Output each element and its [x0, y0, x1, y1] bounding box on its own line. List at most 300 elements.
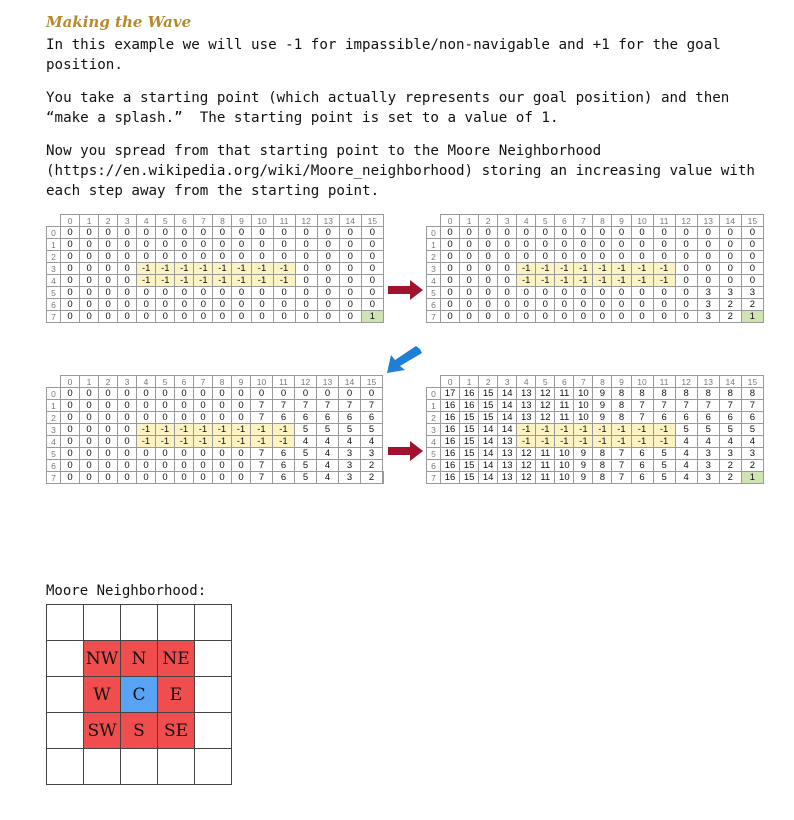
grid-cell: 0: [194, 239, 213, 251]
grid-cell: 14: [479, 424, 498, 436]
grid-row-header: 0: [47, 227, 61, 239]
grid-cell: 0: [536, 311, 555, 323]
grid-cell: 0: [61, 287, 80, 299]
grid-cell: 0: [118, 263, 137, 275]
grid-cell: 3: [741, 448, 763, 460]
grid-cell: 8: [612, 388, 631, 400]
grid-cell: 3: [697, 472, 719, 484]
grid-column-header: 8: [213, 215, 232, 227]
impassable-cell: -1: [175, 263, 194, 275]
grid-cell: 0: [156, 448, 175, 460]
grid-cell: 2: [361, 460, 383, 472]
impassable-cell: -1: [273, 424, 295, 436]
grid-cell: 0: [675, 227, 697, 239]
grid-cell: 0: [99, 251, 118, 263]
grid-cell: 0: [118, 275, 137, 287]
paragraph-spread: Now you spread from that starting point to the Moore Neighborhood (https://en.wikipedia.org/wiki/Moore_neighborhood) storing an increasing value with each step away from the starting point.: [46, 143, 764, 199]
grid-column-header: 14: [719, 376, 741, 388]
grid-cell: 0: [137, 287, 156, 299]
grid-cell: 0: [441, 227, 460, 239]
grid-row: [47, 275, 384, 287]
grid-cell: 0: [194, 299, 213, 311]
grid-cell: 0: [317, 287, 339, 299]
grid-cell: 0: [460, 275, 479, 287]
grid-cell: 0: [232, 448, 251, 460]
grid-cell: 0: [137, 311, 156, 323]
grid-cell: 0: [441, 263, 460, 275]
grid-cell: 16: [441, 400, 460, 412]
grid-cell: 0: [361, 251, 383, 263]
grid-cell: 0: [156, 287, 175, 299]
grid-cell: 0: [479, 299, 498, 311]
grid-cell: 4: [361, 436, 383, 448]
impassable-cell: -1: [517, 263, 536, 275]
grid-column-header: 8: [213, 376, 232, 388]
grid-cell: 0: [441, 299, 460, 311]
grid-cell: 16: [441, 436, 460, 448]
grid-column-header: 1: [460, 215, 479, 227]
grid-column-header: 15: [361, 215, 383, 227]
grid-cell: 6: [273, 448, 295, 460]
grid-cell: 0: [156, 311, 175, 323]
grid-row: [47, 448, 384, 460]
impassable-cell: -1: [156, 263, 175, 275]
moore-empty-cell: [84, 749, 121, 785]
grid-cell: 0: [460, 239, 479, 251]
grid-column-header: 14: [339, 215, 361, 227]
grid-cell: 10: [555, 472, 574, 484]
grid-cell: 0: [213, 239, 232, 251]
grid-row-header: 1: [427, 239, 441, 251]
impassable-cell: -1: [612, 263, 631, 275]
grid-row-header: 0: [427, 227, 441, 239]
grid-row-header: 5: [427, 448, 441, 460]
moore-neighbor-w: W: [84, 677, 121, 713]
grid-row-header: 4: [47, 275, 61, 287]
grid-cell: 12: [517, 460, 536, 472]
grid-row: [47, 424, 384, 436]
grid-cell: 12: [517, 448, 536, 460]
grid-cell: 0: [555, 239, 574, 251]
grid-cell: 0: [175, 448, 194, 460]
grid-cell: 3: [339, 472, 361, 484]
grid-cell: 0: [61, 311, 80, 323]
grid-cell: 0: [137, 299, 156, 311]
grid-cell: 8: [697, 388, 719, 400]
diagonal-arrow-icon: [386, 346, 422, 376]
grid-cell: 0: [80, 311, 99, 323]
grid-cell: 12: [536, 388, 555, 400]
grid-cell: 0: [213, 311, 232, 323]
grid-column-header: 5: [156, 215, 175, 227]
goal-cell: 1: [741, 311, 763, 323]
moore-center-cell: C: [121, 677, 158, 713]
grid-cell: 0: [295, 388, 317, 400]
grid-cell: 7: [273, 400, 295, 412]
impassable-cell: -1: [273, 263, 295, 275]
grid-cell: 0: [232, 311, 251, 323]
grid-cell: 0: [213, 388, 232, 400]
grid-cell: 0: [317, 275, 339, 287]
grid-cell: 3: [339, 448, 361, 460]
grid-cell: 0: [555, 311, 574, 323]
grid-cell: 0: [339, 311, 361, 323]
grid-cell: 0: [156, 460, 175, 472]
grid-row: [427, 400, 764, 412]
grid-cell: 0: [361, 299, 383, 311]
grid-cell: 7: [339, 400, 361, 412]
grid-cell: 0: [741, 227, 763, 239]
grid-cell: 0: [295, 251, 317, 263]
grid-column-header: 1: [80, 376, 99, 388]
grid-cell: 0: [175, 400, 194, 412]
grid-column-header: 15: [361, 376, 383, 388]
grid-cell: 15: [460, 436, 479, 448]
grid-column-header: 14: [719, 215, 741, 227]
grid-cell: 0: [137, 251, 156, 263]
grid-column-header: 12: [675, 215, 697, 227]
grid-cell: 0: [80, 448, 99, 460]
grid-cell: 8: [675, 388, 697, 400]
grid-cell: 5: [653, 460, 675, 472]
grid-cell: 0: [479, 287, 498, 299]
grid-cell: 0: [675, 239, 697, 251]
grid-cell: 0: [175, 251, 194, 263]
grid-cell: 0: [675, 251, 697, 263]
grid-cell: 13: [517, 412, 536, 424]
right-arrow-icon: [388, 440, 424, 462]
grid-cell: 0: [498, 311, 517, 323]
grid-cell: 0: [697, 275, 719, 287]
grid-cell: 0: [213, 400, 232, 412]
grid-column-header: 4: [517, 376, 536, 388]
grid-cell: 0: [675, 311, 697, 323]
grid-cell: 13: [498, 472, 517, 484]
grid-cell: 0: [675, 299, 697, 311]
grid-cell: 4: [675, 436, 697, 448]
moore-neighbor-se: SE: [158, 713, 195, 749]
grid-cell: 0: [555, 251, 574, 263]
grid-cell: 0: [273, 311, 295, 323]
grid-row-header: 3: [427, 424, 441, 436]
grid-cell: 7: [317, 400, 339, 412]
grid-cell: 10: [555, 448, 574, 460]
impassable-cell: -1: [137, 424, 156, 436]
moore-empty-cell: [121, 605, 158, 641]
grid-cell: 0: [80, 436, 99, 448]
grid-cell: 0: [574, 287, 593, 299]
grid-cell: 4: [317, 472, 339, 484]
grid-cell: 0: [118, 400, 137, 412]
grid-column-header: 11: [273, 376, 295, 388]
grid-cell: 0: [593, 251, 612, 263]
grid-cell: 3: [697, 287, 719, 299]
grid-cell: 11: [536, 472, 555, 484]
grid-cell: 9: [574, 448, 593, 460]
grid-cell: 10: [555, 460, 574, 472]
grid-row: [427, 275, 764, 287]
moore-empty-cell: [158, 749, 195, 785]
grid-cell: 0: [653, 239, 675, 251]
impassable-cell: -1: [175, 436, 194, 448]
grid-corner: [427, 376, 441, 388]
grid-cell: 0: [479, 263, 498, 275]
impassable-cell: -1: [156, 275, 175, 287]
grid-cell: 0: [137, 412, 156, 424]
grid-cell: 0: [295, 311, 317, 323]
grid-cell: 6: [361, 412, 383, 424]
grid-cell: 0: [317, 227, 339, 239]
grid-cell: 0: [460, 299, 479, 311]
grid-cell: 0: [574, 311, 593, 323]
grid-cell: 0: [295, 287, 317, 299]
grid-cell: 0: [213, 287, 232, 299]
grid-cell: 0: [118, 311, 137, 323]
grid-cell: 0: [460, 287, 479, 299]
grid-row: [427, 412, 764, 424]
grid-cell: 12: [536, 400, 555, 412]
grid-cell: 0: [339, 239, 361, 251]
grid-row-header: 0: [47, 388, 61, 400]
grid-cell: 5: [675, 424, 697, 436]
grid-cell: 0: [593, 239, 612, 251]
grid-cell: 9: [574, 472, 593, 484]
grid-cell: 7: [697, 400, 719, 412]
grid-row: [427, 311, 764, 323]
grid-cell: 0: [612, 251, 631, 263]
grid-cell: 0: [441, 287, 460, 299]
moore-empty-cell: [195, 677, 232, 713]
grid-cell: 7: [675, 400, 697, 412]
grid-column-header: 11: [653, 376, 675, 388]
impassable-cell: -1: [213, 424, 232, 436]
grid-cell: 0: [555, 227, 574, 239]
grid-cell: 0: [118, 448, 137, 460]
grid-cell: 4: [295, 436, 317, 448]
grid-cell: 2: [719, 299, 741, 311]
grid-cell: 0: [80, 400, 99, 412]
moore-empty-cell: [195, 713, 232, 749]
grid-cell: 0: [631, 311, 653, 323]
section-heading: Making the Wave: [46, 13, 192, 31]
grid-cell: 0: [317, 299, 339, 311]
grid-row-header: 5: [47, 287, 61, 299]
grid-cell: 0: [118, 412, 137, 424]
grid-cell: 0: [232, 227, 251, 239]
impassable-cell: -1: [574, 424, 593, 436]
impassable-cell: -1: [653, 275, 675, 287]
grid-cell: 0: [99, 424, 118, 436]
grid-row-header: 6: [427, 460, 441, 472]
grid-cell: 0: [118, 239, 137, 251]
grid-cell: 0: [61, 275, 80, 287]
grid-cell: 0: [61, 251, 80, 263]
impassable-cell: -1: [517, 436, 536, 448]
grid-cell: 0: [517, 227, 536, 239]
grid-cell: 0: [80, 299, 99, 311]
grid-column-header: 5: [156, 376, 175, 388]
grid-cell: 0: [719, 275, 741, 287]
grid-cell: 0: [232, 412, 251, 424]
impassable-cell: -1: [213, 275, 232, 287]
impassable-cell: -1: [251, 263, 273, 275]
grid-column-header: 7: [194, 215, 213, 227]
impassable-cell: -1: [194, 424, 213, 436]
grid-column-header: 12: [295, 215, 317, 227]
grid-column-header: 8: [593, 215, 612, 227]
grid-cell: 3: [719, 287, 741, 299]
grid-row: [427, 263, 764, 275]
grid-row: [47, 460, 384, 472]
impassable-cell: -1: [593, 436, 612, 448]
grid-cell: 0: [213, 472, 232, 484]
goal-cell: [383, 472, 384, 484]
grid-cell: 7: [251, 448, 273, 460]
grid-cell: 0: [251, 287, 273, 299]
grid-cell: 0: [719, 251, 741, 263]
grid-cell: 0: [61, 299, 80, 311]
grid-cell: 16: [460, 400, 479, 412]
grid-cell: 15: [460, 424, 479, 436]
impassable-cell: -1: [536, 275, 555, 287]
grid-cell: 0: [99, 239, 118, 251]
grid-cell: 0: [99, 227, 118, 239]
grid-cell: 0: [361, 239, 383, 251]
grid-cell: 0: [536, 251, 555, 263]
grid-cell: 0: [273, 388, 295, 400]
grid-column-header: 4: [137, 215, 156, 227]
grid-cell: 0: [593, 227, 612, 239]
grid-row-header: 2: [47, 412, 61, 424]
grid-row-header: 6: [427, 299, 441, 311]
grid-row-header: 7: [47, 472, 61, 484]
grid-cell: 2: [741, 299, 763, 311]
grid-cell: 3: [361, 448, 383, 460]
grid-column-header: 13: [697, 215, 719, 227]
moore-neighbor-s: S: [121, 713, 158, 749]
grid-cell: 0: [517, 287, 536, 299]
impassable-cell: -1: [555, 424, 574, 436]
moore-empty-cell: [47, 641, 84, 677]
grid-cell: 5: [719, 424, 741, 436]
grid-cell: 14: [498, 400, 517, 412]
goal-cell: 1: [361, 311, 383, 323]
grid-cell: 0: [339, 287, 361, 299]
grid-cell: 14: [498, 412, 517, 424]
grid-cell: 0: [361, 287, 383, 299]
grid-cell: 0: [317, 251, 339, 263]
grid-cell: 0: [156, 388, 175, 400]
grid-column-header: 10: [631, 215, 653, 227]
grid-cell: 0: [251, 227, 273, 239]
grid-cell: 0: [118, 299, 137, 311]
grid-cell: 0: [612, 299, 631, 311]
grid-cell: 0: [517, 311, 536, 323]
grid-cell: 0: [295, 227, 317, 239]
grid-cell: 0: [175, 239, 194, 251]
grid-cell: 6: [653, 412, 675, 424]
grid-cell: 0: [675, 263, 697, 275]
grid-row: [427, 448, 764, 460]
moore-empty-cell: [195, 749, 232, 785]
grid-cell: 0: [273, 251, 295, 263]
grid-cell: 7: [251, 412, 273, 424]
grid-cell: 0: [675, 287, 697, 299]
paragraph-splash: You take a starting point (which actually represents our goal position) and then “make a splash.” The starting point is set to a value of 1.: [46, 90, 738, 126]
grid-cell: 0: [719, 239, 741, 251]
grid-cell: 7: [612, 472, 631, 484]
grid-cell: 0: [61, 424, 80, 436]
grid-cell: 0: [156, 472, 175, 484]
grid-column-header: 10: [631, 376, 653, 388]
grid-cell: 0: [61, 400, 80, 412]
grid-cell: 0: [536, 299, 555, 311]
grid-cell: 0: [99, 311, 118, 323]
impassable-cell: -1: [194, 263, 213, 275]
grid-row: [47, 436, 384, 448]
grid-column-header: 2: [99, 215, 118, 227]
grid-cell: 8: [631, 388, 653, 400]
grid-cell: 0: [441, 239, 460, 251]
grid-cell: 11: [555, 388, 574, 400]
grid-column-header: 6: [555, 215, 574, 227]
grid-cell: 7: [719, 400, 741, 412]
grid-cell: 0: [741, 239, 763, 251]
grid-cell: 0: [295, 263, 317, 275]
grid-column-header: 9: [232, 376, 251, 388]
grid-cell: 8: [593, 472, 612, 484]
grid-row: [47, 400, 384, 412]
grid-cell: 0: [213, 448, 232, 460]
grid-column-header: 2: [99, 376, 118, 388]
grid-cell: 12: [517, 472, 536, 484]
grid-row: [427, 299, 764, 311]
moore-neighbor-ne: NE: [158, 641, 195, 677]
impassable-cell: -1: [175, 424, 194, 436]
moore-neighborhood-diagram: [46, 604, 232, 785]
grid-cell: 0: [118, 460, 137, 472]
grid-cell: 0: [118, 424, 137, 436]
grid-column-header: 6: [555, 376, 574, 388]
grid-cell: 0: [232, 299, 251, 311]
grid-cell: 0: [361, 275, 383, 287]
grid-cell: 0: [175, 388, 194, 400]
grid-column-header: 0: [61, 215, 80, 227]
grid-step-2: [426, 214, 764, 323]
grid-cell: 0: [194, 388, 213, 400]
grid-cell: 5: [295, 460, 317, 472]
grid-cell: 15: [460, 472, 479, 484]
grid-cell: 13: [517, 400, 536, 412]
grid-cell: 2: [361, 472, 383, 484]
grid-cell: 5: [361, 424, 383, 436]
grid-cell: 0: [574, 227, 593, 239]
grid-cell: 7: [612, 460, 631, 472]
grid-cell: 0: [80, 412, 99, 424]
grid-cell: 9: [593, 400, 612, 412]
grid-cell: 0: [80, 263, 99, 275]
grid-cell: 0: [555, 299, 574, 311]
impassable-cell: -1: [156, 424, 175, 436]
grid-row: [47, 227, 384, 239]
grid-cell: 5: [339, 424, 361, 436]
grid-cell: 7: [741, 400, 763, 412]
grid-cell: 0: [498, 287, 517, 299]
grid-cell: 0: [536, 239, 555, 251]
impassable-cell: -1: [555, 275, 574, 287]
grid-cell: 0: [156, 251, 175, 263]
grid-cell: 0: [175, 311, 194, 323]
